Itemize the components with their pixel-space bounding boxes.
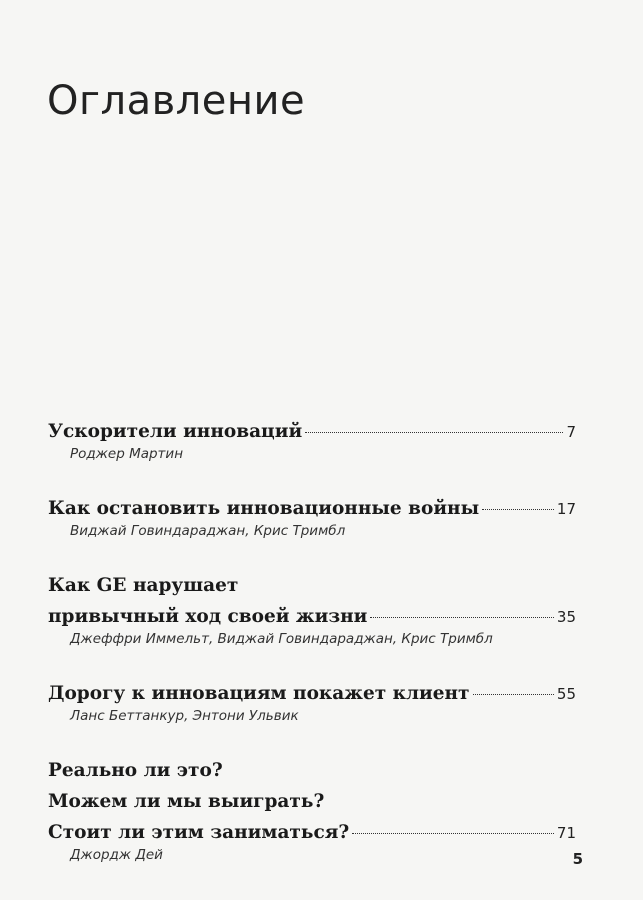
toc-entry-authors: Виджай Говиндараджан, Крис Тримбл bbox=[70, 523, 346, 539]
toc-entry[interactable] bbox=[48, 493, 576, 541]
dot-leader bbox=[473, 694, 554, 695]
toc-entry-page: 7 bbox=[566, 423, 576, 441]
toc-entry-authors: Роджер Мартин bbox=[70, 446, 184, 462]
toc-entry[interactable] bbox=[48, 755, 576, 865]
toc-entry-title: Ускорители инноваций bbox=[48, 421, 303, 442]
page-title: Оглавление bbox=[47, 78, 306, 124]
toc-entry-title: Дорогу к инновациям покажет клиент bbox=[48, 683, 470, 704]
toc-entry-page: 35 bbox=[556, 608, 576, 626]
table-of-contents bbox=[48, 416, 576, 894]
toc-entry-title: Как остановить инновационные войны bbox=[48, 498, 480, 519]
toc-entry-page: 55 bbox=[556, 685, 576, 703]
dot-leader bbox=[352, 833, 554, 834]
toc-entry[interactable] bbox=[48, 570, 576, 649]
page-number: 5 bbox=[572, 850, 583, 868]
dot-leader bbox=[305, 432, 563, 433]
toc-entry-title-line: Реально ли это? bbox=[48, 760, 223, 781]
toc-entry[interactable] bbox=[48, 678, 576, 726]
toc-entry-authors: Джеффри Иммельт, Виджай Говиндараджан, Крис Тримбл bbox=[70, 631, 493, 647]
toc-entry-title-line: Как GE нарушает bbox=[48, 575, 239, 596]
toc-entry-title: привычный ход своей жизни bbox=[48, 606, 368, 627]
toc-entry[interactable] bbox=[48, 416, 576, 464]
toc-entry-authors: Джордж Дей bbox=[70, 847, 163, 863]
dot-leader bbox=[370, 617, 554, 618]
toc-entry-page: 71 bbox=[556, 824, 576, 842]
toc-entry-page: 17 bbox=[556, 500, 576, 518]
dot-leader bbox=[482, 509, 554, 510]
toc-entry-authors: Ланс Беттанкур, Энтони Ульвик bbox=[70, 708, 299, 724]
toc-entry-title: Стоит ли этим заниматься? bbox=[48, 822, 350, 843]
toc-entry-title-line: Можем ли мы выиграть? bbox=[48, 791, 325, 812]
